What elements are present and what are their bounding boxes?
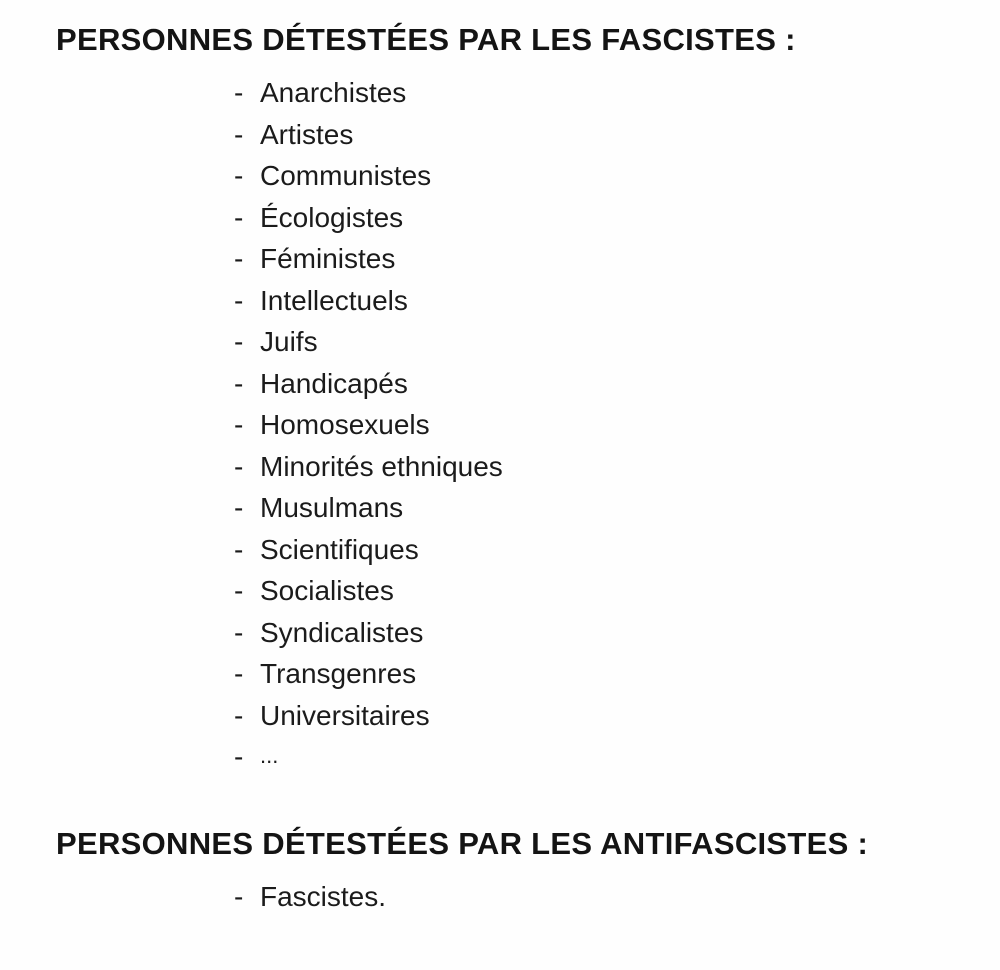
list-item-label: Féministes [260,243,396,274]
list-item [234,487,960,529]
list-item [234,72,960,114]
dash-bullet-icon: - [234,77,244,108]
list-item-label: Intellectuels [260,284,408,316]
dash-bullet-icon: - [234,284,244,316]
list-item-label: ... [260,743,279,768]
list-item [234,876,960,918]
dash-bullet-icon: - [234,409,244,440]
list-item-label: Fascistes. [260,880,387,912]
dash-bullet-icon: - [234,450,244,482]
list-item [234,404,960,446]
list-item-label: Communistes [260,160,432,191]
list-item-label: Universitaires [260,699,430,731]
list-item-label: Handicapés [260,367,408,399]
dash-bullet-icon: - [234,533,244,565]
list-item-label: Syndicalistes [260,616,424,648]
dash-bullet-icon: - [234,160,244,191]
list-item [234,529,960,571]
dash-bullet-icon: - [234,326,244,357]
section-antifascists [56,826,960,918]
list-item [234,363,960,405]
dash-bullet-icon: - [234,118,244,150]
list-item [234,238,960,280]
list-item-label: Juifs [260,326,318,357]
list-item [234,321,960,363]
list-item [234,197,960,239]
list-item [234,612,960,654]
list-item [234,695,960,737]
dash-bullet-icon: - [234,243,244,274]
dash-bullet-icon: - [234,741,244,772]
dash-bullet-icon: - [234,367,244,399]
list-item-label: Scientifiques [260,533,419,565]
list-item [234,446,960,488]
list-item-label: Homosexuels [260,409,430,440]
list-item [234,155,960,197]
list-item-label: Socialistes [260,575,394,606]
dash-bullet-icon: - [234,616,244,648]
list-item-label: Transgenres [260,658,417,689]
list-item [234,570,960,612]
hated-by-fascists-list [56,72,960,780]
list-item-label: Artistes [260,118,354,150]
hated-by-antifascists-list [56,876,960,918]
dash-bullet-icon: - [234,880,244,912]
list-item-label: Écologistes [260,201,404,233]
section-fascists [56,22,960,780]
list-item [234,653,960,695]
list-item [234,114,960,156]
dash-bullet-icon: - [234,492,244,523]
list-item-label: Minorités ethniques [260,450,503,482]
dash-bullet-icon: - [234,201,244,233]
list-item [234,280,960,322]
list-item-label: Musulmans [260,492,404,523]
dash-bullet-icon: - [234,699,244,731]
page-title: PERSONNES DÉTESTÉES PAR LES FASCISTES : [56,22,796,57]
list-item [234,736,960,780]
section-title-antifascists: PERSONNES DÉTESTÉES PAR LES ANTIFASCISTES : [56,825,869,861]
dash-bullet-icon: - [234,575,244,606]
list-item-label: Anarchistes [260,77,407,108]
dash-bullet-icon: - [234,658,244,689]
